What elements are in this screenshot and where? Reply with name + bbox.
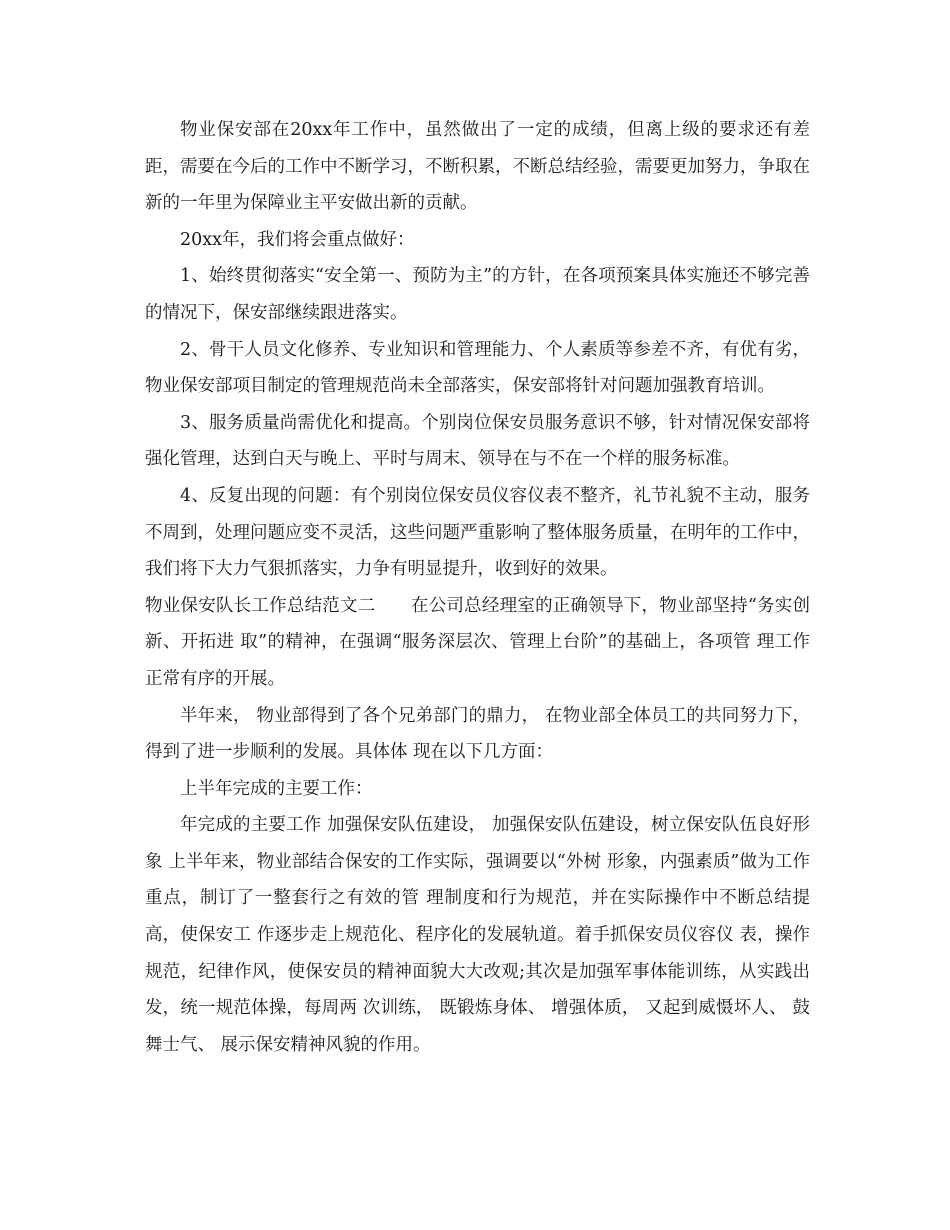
- paragraph-item-3: 3、服务质量尚需优化和提高。个别岗位保安员服务意识不够，针对情况保安部将强化管理，达到白天与晚上、平时与周末、领导在与不在一个样的服务标准。: [145, 412, 810, 470]
- paragraph-sample-two-heading: 物业保安队长工作总结范文二 在公司总经理室的正确领导下，物业部坚持“务实创新、开拓进 取”的精神，在强调“服务深层次、管理上台阶”的基础上，各项管 理工作正常有序的开展。: [145, 595, 810, 689]
- document-body: [145, 112, 810, 1063]
- paragraph-item-2: 2、骨干人员文化修养、专业知识和管理能力、个人素质等参差不齐，有优有劣，物业保安部项目制定的管理规范尚未全部落实，保安部将针对问题加强教育培训。: [145, 339, 810, 397]
- paragraph-main-work-title: 上半年完成的主要工作：: [180, 778, 373, 799]
- paragraph-item-4: 4、反复出现的问题：有个别岗位保安员仪容仪表不整齐，礼节礼貌不主动，服务不周到，处理问题应变不灵活，这些问题严重影响了整体服务质量，在明年的工作中，我们将下大力气狠抓落实，力争有明显提升，收到好的效果。: [145, 485, 810, 580]
- paragraph-team-building: 年完成的主要工作 加强保安队伍建设， 加强保安队伍建设，树立保安队伍良好形象 上半年来，物业部结合保安的工作实际，强调要以“外树 形象，内强素质”做为工作重点，制订了一整套行之有效的管 理制度和行为规范，并在实际操作中不断总结提高，使保安工 作逐步走上规范化、程序化的发展轨道。着手抓保安员仪容仪 表，操作规范，纪律作风，使保安员的精神面貌大大改观;其次是加强军事体能训练，从实践出发，统一规范体操，每周两 次训练， 既锻炼身体、 增强体质， 又起到威慑坏人、 鼓舞士气、 展示保安精神风貌的作用。: [145, 815, 810, 1055]
- paragraph-half-year: 半年来， 物业部得到了各个兄弟部门的鼎力， 在物业部全体员工的共同努力下，得到了进一步顺利的发展。具体体 现在以下几方面：: [145, 705, 810, 763]
- paragraph-summary: 物业保安部在20xx年工作中，虽然做出了一定的成绩，但离上级的要求还有差距，需要在今后的工作中不断学习，不断积累，不断总结经验，需要更加努力，争取在新的一年里为保障业主平安做出新的贡献。: [145, 120, 810, 214]
- paragraph-plan-intro: 20xx年，我们将会重点做好：: [180, 229, 415, 250]
- paragraph-item-1: 1、始终贯彻落实“安全第一、预防为主”的方针，在各项预案具体实施还不够完善的情况下，保安部继续跟进落实。: [145, 266, 810, 323]
